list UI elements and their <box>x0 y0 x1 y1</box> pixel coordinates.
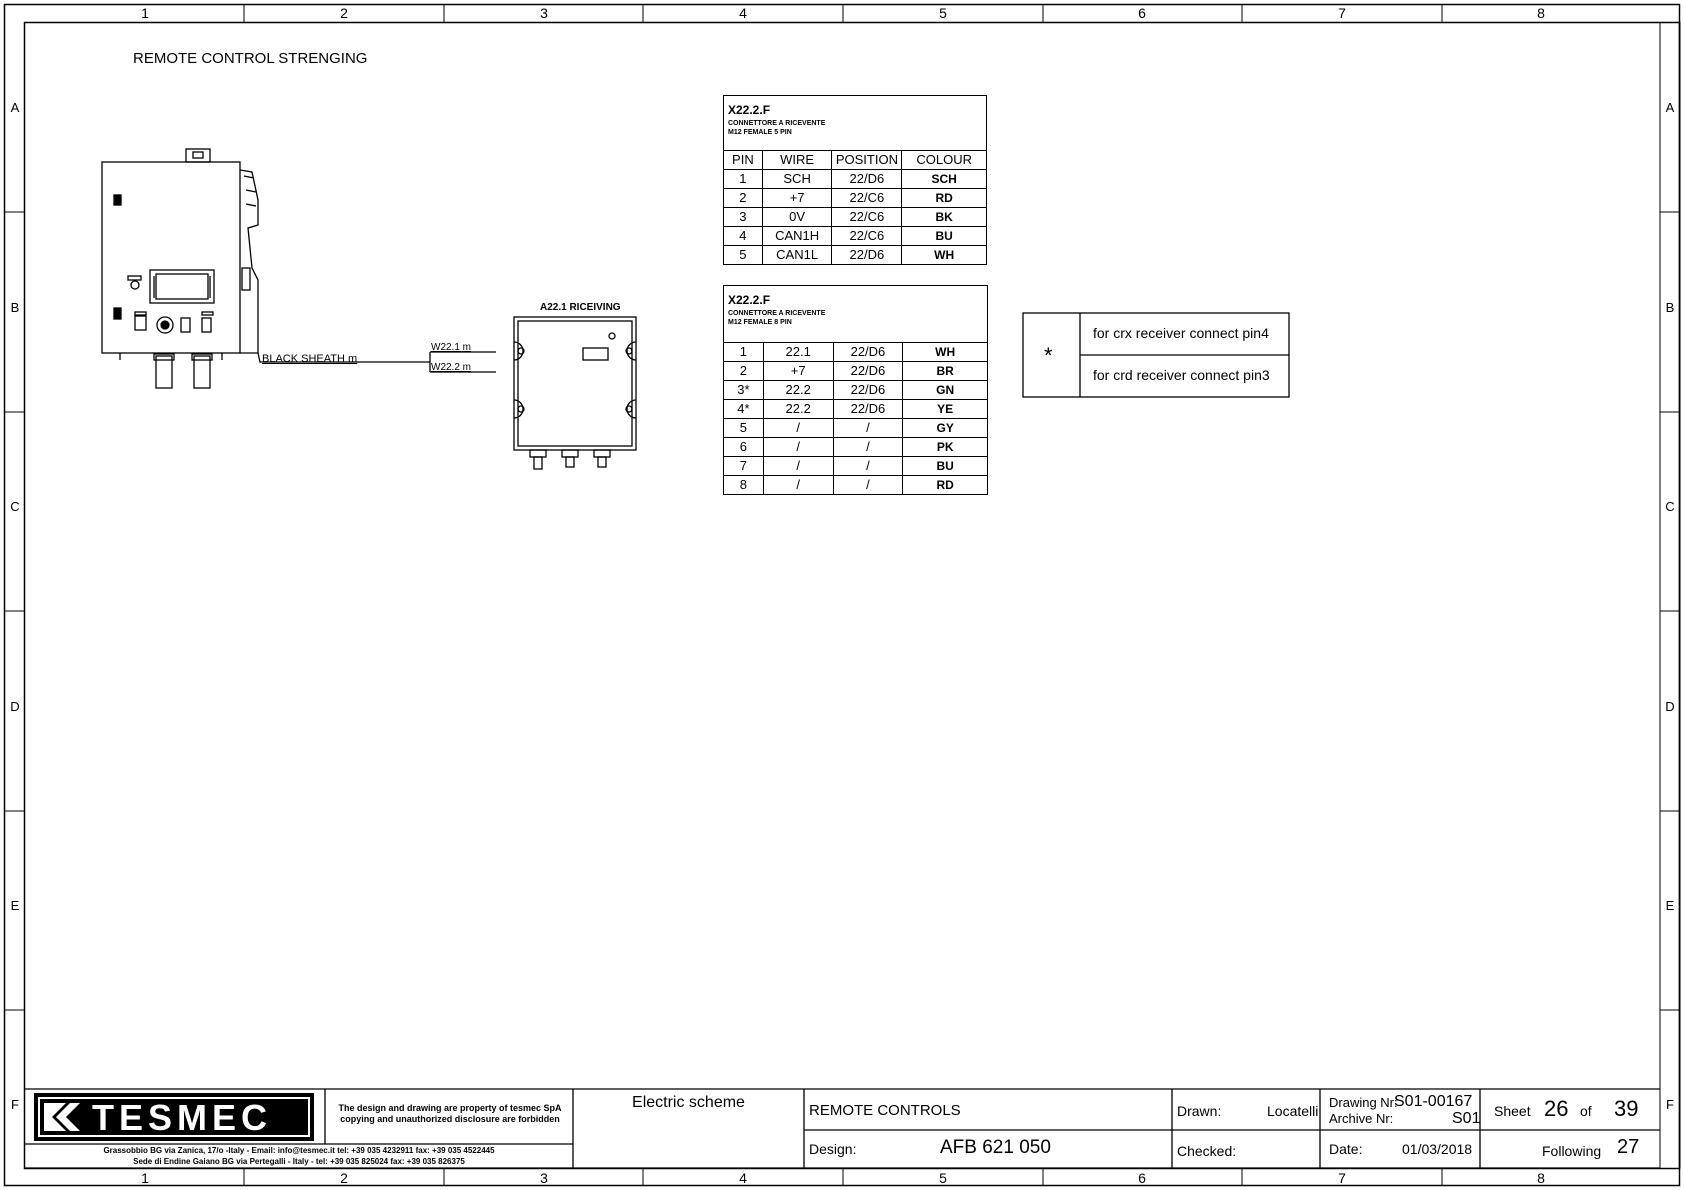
zone-letter: D <box>10 699 20 714</box>
date-label: Date: <box>1329 1141 1363 1157</box>
drawing-nr-label: Drawing Nr: <box>1329 1095 1398 1110</box>
archive-nr-value: S01 <box>1452 1110 1481 1127</box>
wire-label-1: W22.1 m <box>431 342 472 353</box>
zone-letter: B <box>10 300 20 315</box>
table-cell: / <box>763 457 833 476</box>
table-cell: / <box>833 438 903 457</box>
zone-number: 5 <box>939 5 947 21</box>
table-cell: 22/D6 <box>832 170 902 189</box>
table-row <box>724 246 987 265</box>
table-cell: GN <box>903 381 988 400</box>
zone-number: 1 <box>141 1170 149 1186</box>
archive-nr-label: Archive Nr: <box>1329 1111 1394 1126</box>
drawing-nr-value: S01-00167 <box>1394 1093 1473 1110</box>
connector-1-table <box>723 150 987 265</box>
address-line: Grassobbio BG via Zanica, 17/o -Italy - Email: info@tesmec.it tel: +39 035 4232911 fax: +39 035 4522445 <box>103 1146 495 1155</box>
checked-label: Checked: <box>1177 1143 1237 1159</box>
table-row <box>724 419 988 438</box>
table-cell: SCH <box>902 170 987 189</box>
zone-number: 3 <box>540 1170 548 1186</box>
wire-label-2: W22.2 m <box>431 362 472 373</box>
table-cell: PK <box>903 438 988 457</box>
zone-letter: C <box>10 499 20 514</box>
table-row <box>724 400 988 419</box>
table-cell: 22/D6 <box>833 362 903 381</box>
table-cell: RD <box>902 189 987 208</box>
zone-number: 5 <box>939 1170 947 1186</box>
sheet-title: REMOTE CONTROL STRENGING <box>133 50 368 67</box>
zone-number: 8 <box>1537 1170 1545 1186</box>
table-cell: / <box>833 476 903 495</box>
table-cell: BU <box>903 457 988 476</box>
receiver-label: A22.1 RICEIVING <box>540 302 621 313</box>
column-header: PIN <box>724 151 763 170</box>
table-cell: 22/C6 <box>832 227 902 246</box>
connector-2-desc: M12 FEMALE 8 PIN <box>728 319 792 326</box>
zone-letter: B <box>1665 300 1675 315</box>
table-cell: 22/C6 <box>832 189 902 208</box>
table-cell: BU <box>902 227 987 246</box>
table-cell: 22.2 <box>763 400 833 419</box>
table-cell: +7 <box>763 362 833 381</box>
table-cell: BK <box>902 208 987 227</box>
zone-letter: C <box>1665 499 1675 514</box>
column-header: POSITION <box>832 151 902 170</box>
table-cell: 1 <box>724 170 763 189</box>
table-cell: 4 <box>724 227 763 246</box>
table-cell: 0V <box>762 208 832 227</box>
table-cell: WH <box>902 246 987 265</box>
zone-letter: F <box>11 1097 19 1112</box>
table-cell: / <box>763 476 833 495</box>
table-row <box>724 438 988 457</box>
of-label: of <box>1580 1103 1592 1119</box>
zone-number: 7 <box>1338 5 1346 21</box>
zone-letter: A <box>10 100 20 115</box>
table-cell: / <box>833 457 903 476</box>
cable-label: BLACK SHEATH m <box>262 353 358 365</box>
table-row <box>724 170 987 189</box>
zone-number: 2 <box>340 5 348 21</box>
zone-number: 2 <box>340 1170 348 1186</box>
table-cell: 3* <box>724 381 764 400</box>
receiver-box-drawing <box>514 317 636 469</box>
zone-number: 6 <box>1138 1170 1146 1186</box>
connector-2-table <box>723 342 988 495</box>
table-cell: +7 <box>762 189 832 208</box>
sheet-value: 26 <box>1544 1096 1569 1121</box>
table-cell: RD <box>903 476 988 495</box>
table-cell: 22.1 <box>763 343 833 362</box>
zone-letter: D <box>1665 699 1675 714</box>
zone-letter: E <box>1665 898 1675 913</box>
table-cell: 22/D6 <box>833 381 903 400</box>
zone-number: 1 <box>141 5 149 21</box>
table-cell: 6 <box>724 438 764 457</box>
connector-2-name: X22.2.F <box>728 293 771 307</box>
note-symbol: * <box>1044 343 1053 368</box>
table-cell: 22/D6 <box>833 343 903 362</box>
table-row <box>724 227 987 246</box>
logo-text: TESMEC <box>92 1097 273 1138</box>
table-cell: SCH <box>762 170 832 189</box>
zone-number: 4 <box>739 1170 747 1186</box>
table-cell: CAN1L <box>762 246 832 265</box>
copyright-notice: The design and drawing are property of tesmec SpA copying and unauthorized disclosure are forbidden <box>338 1103 562 1124</box>
following-label: Following <box>1542 1143 1602 1159</box>
drawn-label: Drawn: <box>1177 1103 1222 1119</box>
zone-number: 8 <box>1537 5 1545 21</box>
table-cell: 5 <box>724 246 763 265</box>
table-cell: GY <box>903 419 988 438</box>
zone-letter: A <box>1665 100 1675 115</box>
drawn-value: Locatelli <box>1267 1103 1319 1119</box>
design-label: Design: <box>809 1141 857 1157</box>
connector-1-header <box>723 95 987 150</box>
table-cell: 3 <box>724 208 763 227</box>
subject: REMOTE CONTROLS <box>809 1102 961 1119</box>
connector-1-name: X22.2.F <box>728 103 771 117</box>
column-header: WIRE <box>762 151 832 170</box>
table-cell: / <box>763 419 833 438</box>
table-cell: 8 <box>724 476 764 495</box>
scheme-type: Electric scheme <box>632 1094 745 1111</box>
zone-number: 6 <box>1138 5 1146 21</box>
table-cell: YE <box>903 400 988 419</box>
table-cell: WH <box>903 343 988 362</box>
table-cell: 4* <box>724 400 764 419</box>
date-value: 01/03/2018 <box>1402 1141 1473 1157</box>
table-cell: / <box>833 419 903 438</box>
zone-number: 7 <box>1338 1170 1346 1186</box>
table-cell: 22/D6 <box>833 400 903 419</box>
column-header: COLOUR <box>902 151 987 170</box>
table-row <box>724 381 988 400</box>
zone-number: 4 <box>739 5 747 21</box>
table-header-row <box>724 151 987 170</box>
address-line: Sede di Endine Gaiano BG via Pertegalli - Italy - tel: +39 035 825024 fax: +39 035 826375 <box>133 1157 465 1166</box>
table-row <box>724 208 987 227</box>
zone-letter: E <box>10 898 20 913</box>
table-row <box>724 189 987 208</box>
sheet-label: Sheet <box>1494 1103 1531 1119</box>
table-cell: 22/C6 <box>832 208 902 227</box>
table-cell: 7 <box>724 457 764 476</box>
connector-2-desc: CONNETTORE A RICEVENTE <box>728 310 826 317</box>
following-value: 27 <box>1617 1136 1640 1158</box>
table-cell: BR <box>903 362 988 381</box>
connector-2-header <box>723 285 988 342</box>
table-cell: 2 <box>724 362 764 381</box>
table-cell: 1 <box>724 343 764 362</box>
connector-1-desc: M12 FEMALE 5 PIN <box>728 129 792 136</box>
design-value: AFB 621 050 <box>940 1137 1051 1158</box>
of-value: 39 <box>1614 1096 1639 1121</box>
table-row <box>724 476 988 495</box>
table-cell: CAN1H <box>762 227 832 246</box>
table-cell: 22.2 <box>763 381 833 400</box>
zone-letter: F <box>1666 1097 1674 1112</box>
table-row <box>724 457 988 476</box>
table-cell: 2 <box>724 189 763 208</box>
note-line: for crd receiver connect pin3 <box>1093 367 1270 383</box>
connector-1-desc: CONNETTORE A RICEVENTE <box>728 120 826 127</box>
zone-number: 3 <box>540 5 548 21</box>
note-line: for crx receiver connect pin4 <box>1093 325 1269 341</box>
table-cell: 22/D6 <box>832 246 902 265</box>
table-row <box>724 362 988 381</box>
table-row <box>724 343 988 362</box>
table-cell: 5 <box>724 419 764 438</box>
table-cell: / <box>763 438 833 457</box>
